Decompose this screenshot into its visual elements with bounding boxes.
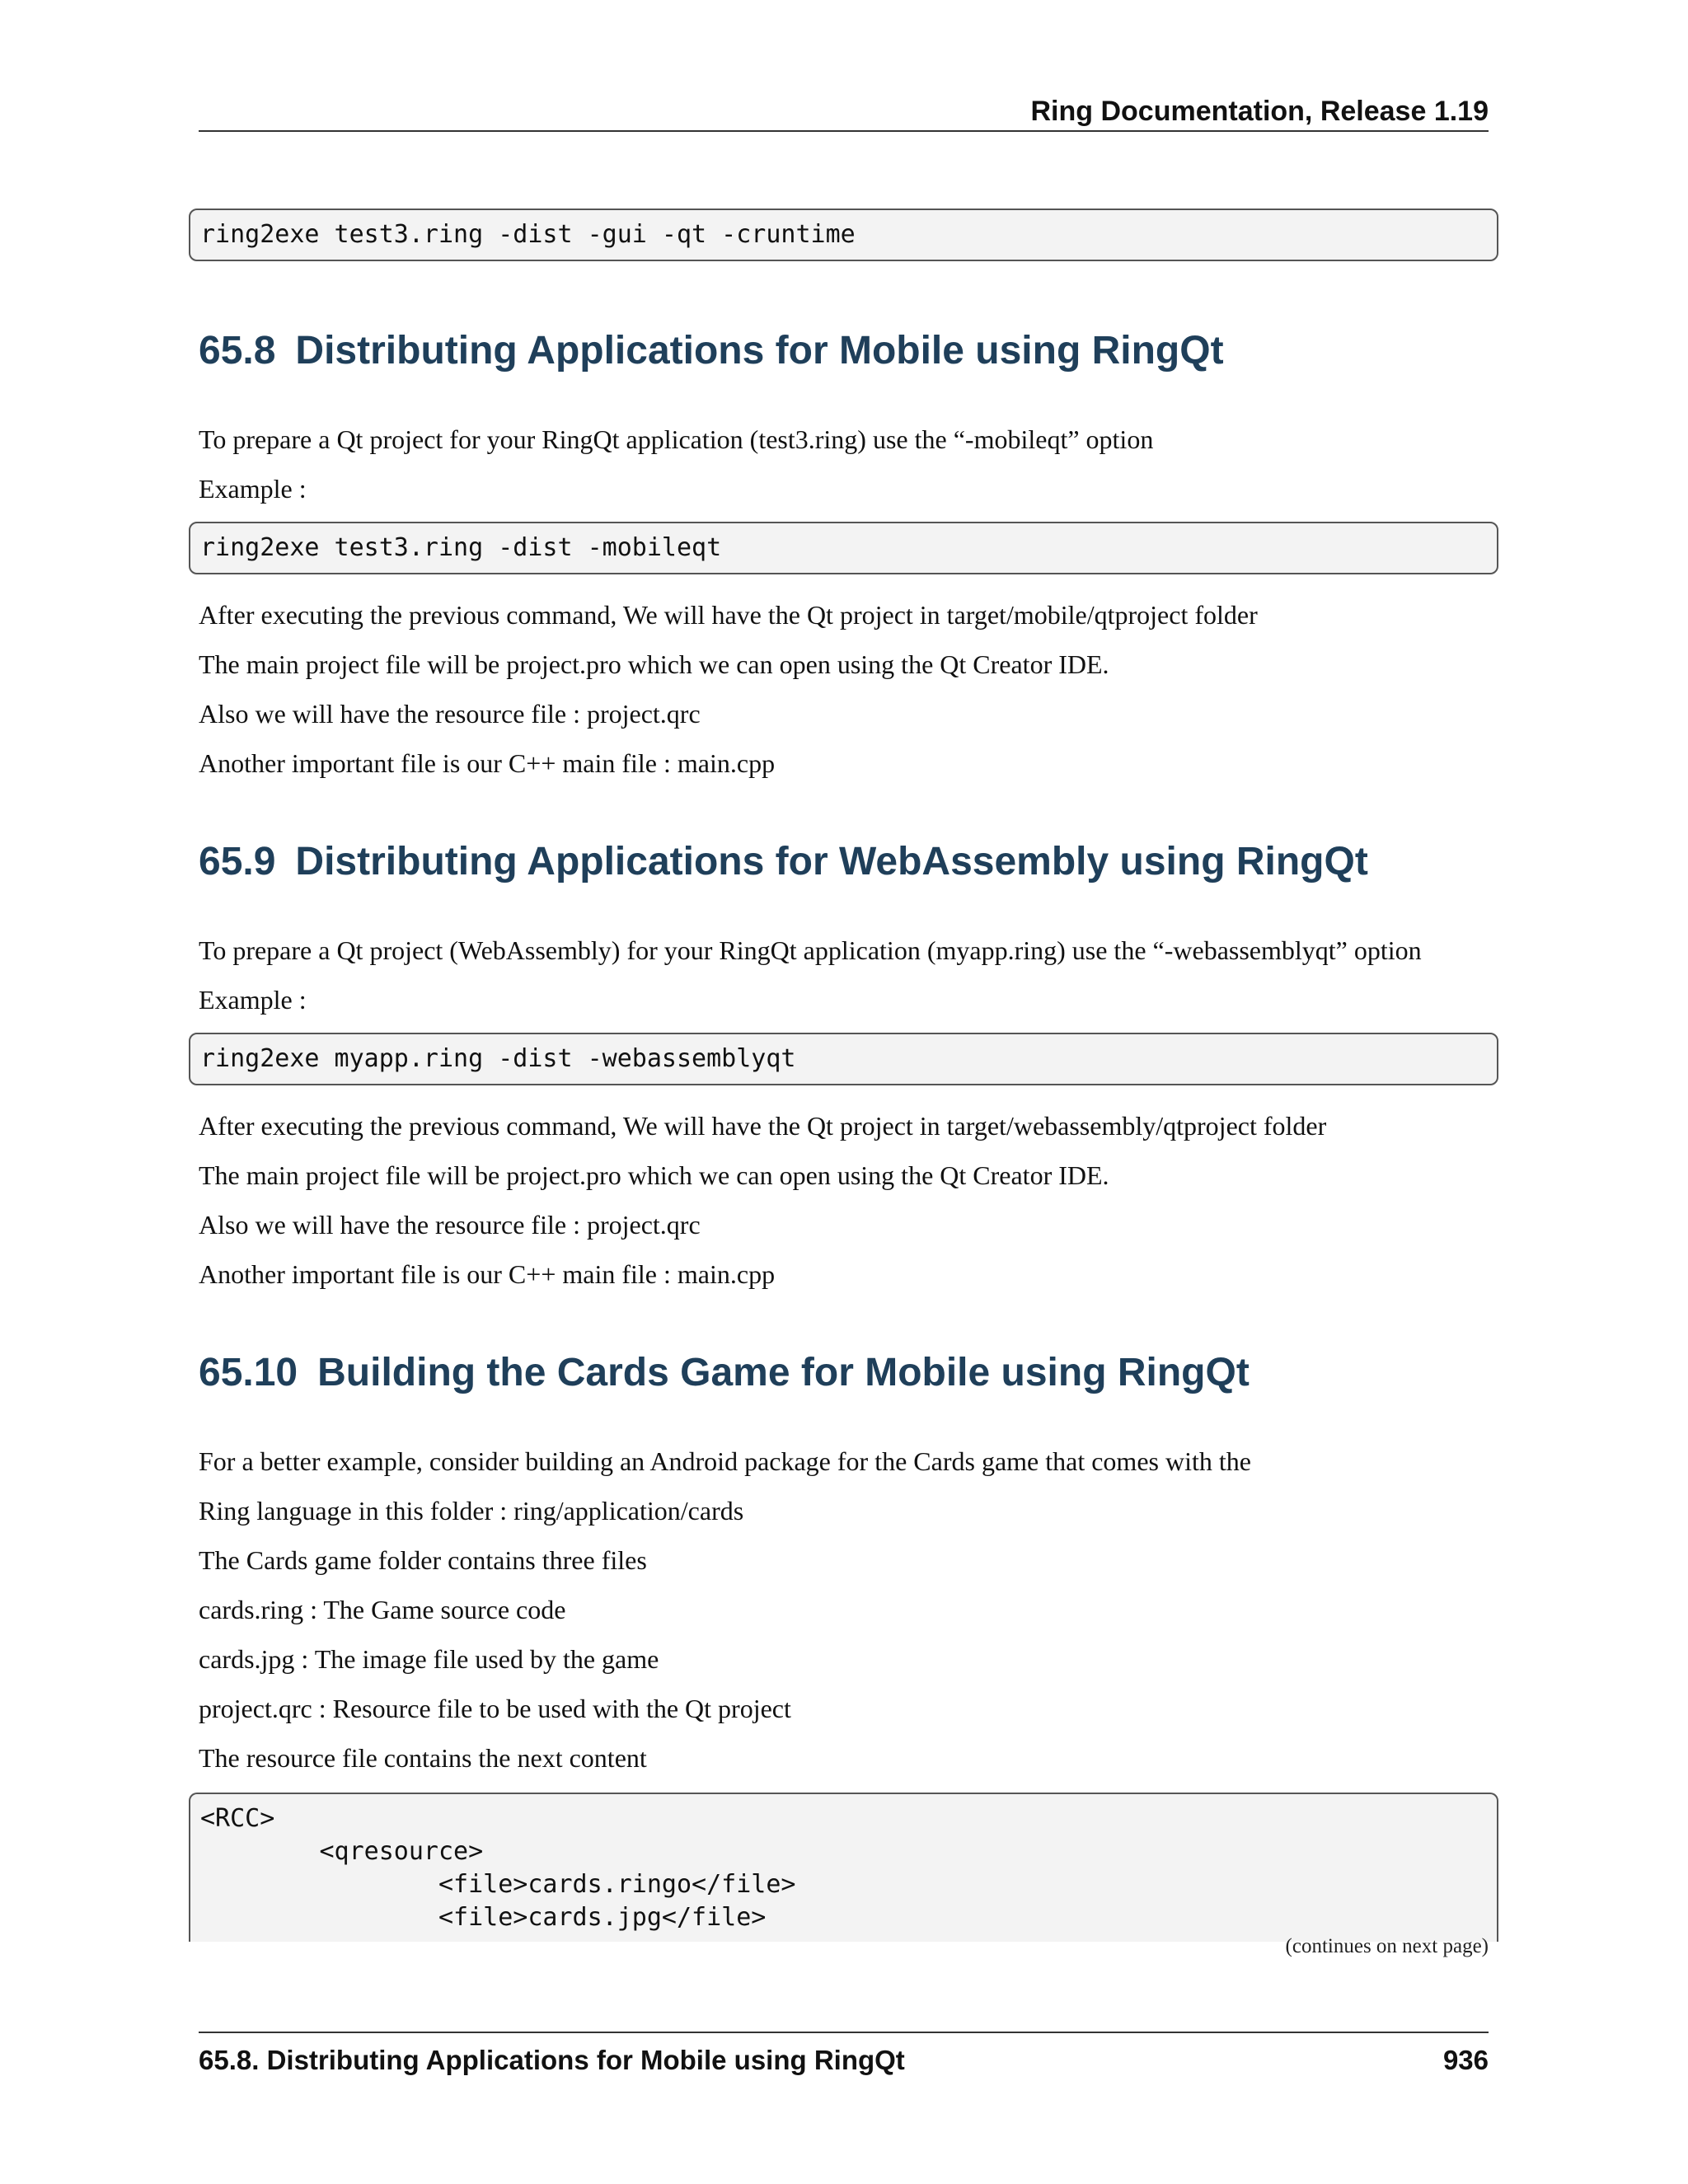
paragraph: cards.jpg : The image file used by the game bbox=[199, 1644, 659, 1674]
page-number: 936 bbox=[1442, 2045, 1489, 2075]
section-title: Distributing Applications for Mobile using RingQt bbox=[295, 329, 1224, 373]
page-header bbox=[199, 89, 1489, 132]
paragraph: project.qrc : Resource file to be used with the Qt project bbox=[199, 1694, 791, 1723]
paragraph: The main project file will be project.pro which we can open using the Qt Creator IDE. bbox=[199, 649, 1109, 679]
paragraph: cards.ring : The Game source code bbox=[199, 1595, 566, 1624]
continues-text: (continues on next page) bbox=[1285, 1935, 1489, 1957]
code-line: <qresource> bbox=[200, 1837, 484, 1866]
paragraph: The main project file will be project.pro which we can open using the Qt Creator IDE. bbox=[199, 1160, 1109, 1190]
paragraph: After executing the previous command, We will have the Qt project in target/mobile/qtproject folder bbox=[199, 600, 1258, 630]
paragraph: After executing the previous command, We will have the Qt project in target/webassembly/qtproject folder bbox=[199, 1111, 1327, 1141]
code-block-resource bbox=[189, 1793, 1498, 1942]
header-title: Ring Documentation, Release 1.19 bbox=[1030, 96, 1489, 127]
paragraph: Ring language in this folder : ring/application/cards bbox=[199, 1496, 744, 1526]
continues-note bbox=[1286, 1935, 1489, 1958]
paragraph: The resource file contains the next content bbox=[199, 1743, 647, 1773]
code-block-qt-cruntime: ring2exe test3.ring -dist -gui -qt -cruntime bbox=[189, 209, 1498, 261]
paragraph: To prepare a Qt project for your RingQt application (test3.ring) use the “-mobileqt” option bbox=[199, 424, 1154, 454]
paragraph: Another important file is our C++ main file : main.cpp bbox=[199, 748, 776, 778]
footer-section-title: 65.8. Distributing Applications for Mobile using RingQt bbox=[199, 2045, 905, 2075]
code-block-webassemblyqt: ring2exe myapp.ring -dist -webassemblyqt bbox=[189, 1033, 1498, 1085]
example-label: Example : bbox=[199, 985, 307, 1015]
section-title: Distributing Applications for WebAssembly using RingQt bbox=[295, 840, 1368, 883]
section-number: 65.9 bbox=[199, 840, 276, 883]
paragraph: Another important file is our C++ main file : main.cpp bbox=[199, 1259, 776, 1289]
paragraph: To prepare a Qt project (WebAssembly) for your RingQt application (myapp.ring) use the “-webassemblyqt” option bbox=[199, 935, 1422, 965]
code-line: <file>cards.jpg</file> bbox=[200, 1903, 767, 1932]
paragraph: The Cards game folder contains three files bbox=[199, 1545, 647, 1575]
paragraph: Also we will have the resource file : project.qrc bbox=[199, 1210, 701, 1240]
code-line: <RCC> bbox=[200, 1804, 275, 1833]
section-heading-webassembly bbox=[199, 839, 1368, 884]
code-block-mobileqt: ring2exe test3.ring -dist -mobileqt bbox=[189, 522, 1498, 574]
example-label: Example : bbox=[199, 474, 307, 504]
code-line: <file>cards.ringo</file> bbox=[200, 1870, 796, 1899]
section-heading-mobile bbox=[199, 328, 1224, 373]
section-heading-cards bbox=[199, 1350, 1250, 1395]
section-title: Building the Cards Game for Mobile using RingQt bbox=[317, 1351, 1250, 1394]
page-footer bbox=[199, 2032, 1489, 2083]
section-number: 65.10 bbox=[199, 1351, 298, 1394]
section-number: 65.8 bbox=[199, 329, 276, 373]
paragraph: Also we will have the resource file : project.qrc bbox=[199, 699, 701, 729]
paragraph: For a better example, consider building an Android package for the Cards game that comes with the bbox=[199, 1446, 1251, 1476]
